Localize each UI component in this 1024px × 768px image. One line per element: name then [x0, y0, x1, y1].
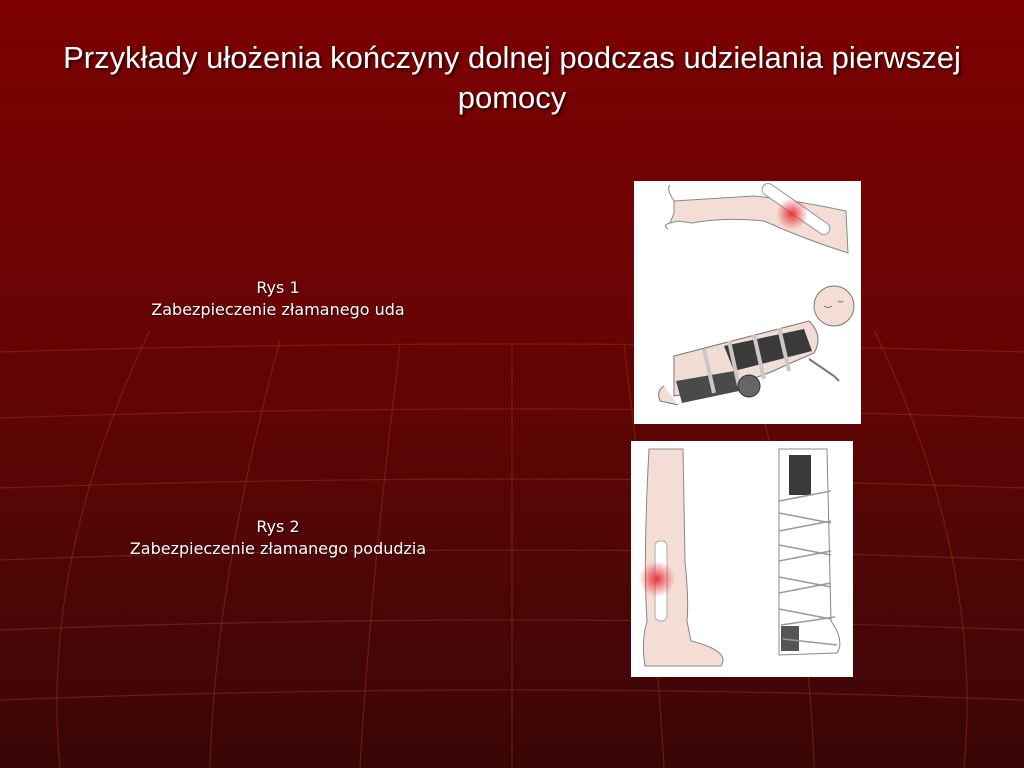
figure-2-label: Rys 2	[256, 517, 300, 536]
figure-1-label: Rys 1	[256, 278, 300, 297]
slide-title: Przykłady ułożenia kończyny dolnej podczas udzielania pierwszej pomocy	[63, 40, 961, 115]
figure-1-text: Zabezpieczenie złamanego uda	[151, 300, 405, 319]
figure-2-illustration	[631, 441, 853, 677]
figure-1-caption	[90, 277, 466, 321]
figure-1-illustration	[634, 181, 861, 424]
figure-2-text: Zabezpieczenie złamanego podudzia	[129, 539, 427, 558]
figure-2-caption	[70, 516, 486, 560]
